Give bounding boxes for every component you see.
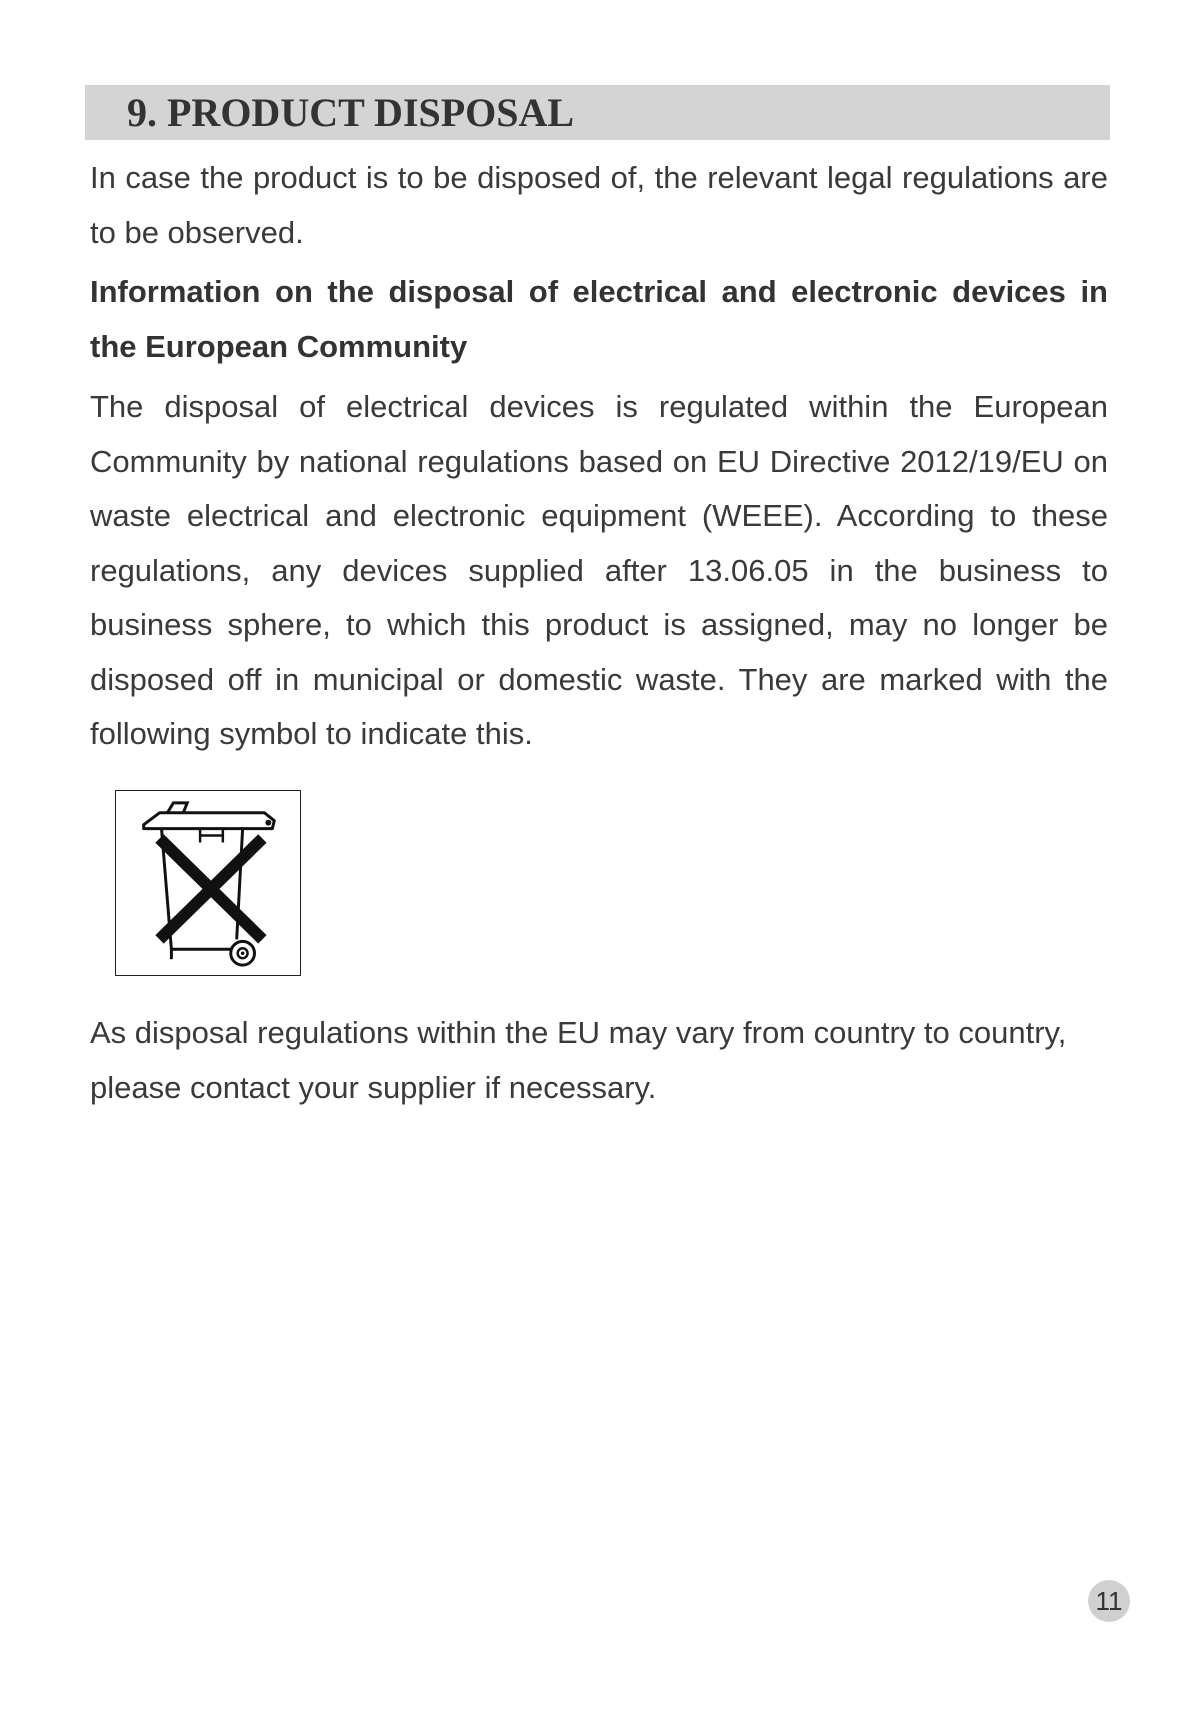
intro-paragraph: In case the product is to be disposed of, the relevant legal regulations are to be observed. xyxy=(90,160,1108,250)
page-number-badge: 11 xyxy=(1088,1580,1130,1622)
weee-symbol-box xyxy=(115,790,301,976)
weee-subheading: Information on the disposal of electrical and electronic devices in the European Community xyxy=(90,274,1108,364)
crossed-out-wheelie-bin-icon xyxy=(116,791,300,975)
contact-supplier-paragraph: As disposal regulations within the EU may vary from country to country, please contact your supplier if necessary. xyxy=(90,1015,1067,1105)
weee-regulation-paragraph: The disposal of electrical devices is regulated within the European Community by national regulations based on EU Directive 2012/19/EU on waste electrical and electronic equipment (WEEE). According to these regulations, any devices supplied after 13.06.05 in the business to business sphere, to which this product is assigned, may no longer be disposed off in municipal or domestic waste. They are marked with the following symbol to indicate this. xyxy=(90,389,1108,751)
section-title: 9. PRODUCT DISPOSAL xyxy=(127,90,575,135)
section-header xyxy=(85,85,1110,140)
